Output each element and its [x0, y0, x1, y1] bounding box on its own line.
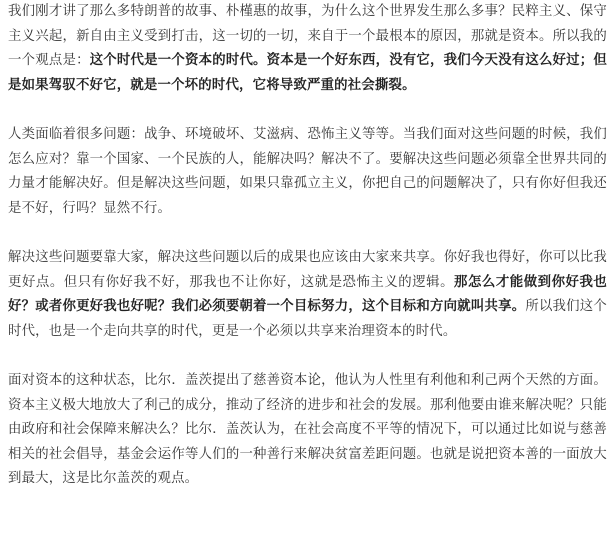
text-segment: 面对资本的这种状态，比尔．盖茨提出了慈善资本论，他认为人性里有利他和利己两个天然的方面。资本主义极大地放大了利己的成分，推动了经济的进步和社会的发展。那利他要由谁来解决呢？只能由政府和社会保障来解决么？比尔．盖茨认为，在社会高度不平等的情况下，可以通过比如说与慈善相关的社会倡导，基金会运作等人们的一种善行来解决贫富差距问题。也就是说把资本善的一面放大到最大，这是比尔盖茨的观点。 — [8, 372, 607, 487]
text-segment: 我们刚才讲了那么多特朗普的故事、朴槿惠的故事，为什么这个世界发生那么多事？民粹主义、保守主义兴起，新自由主义受到打击，这一切的一切，来自于一个最根本的原因，那就是资本。所以我的一个观点是： — [8, 4, 607, 69]
text-segment: 解决这些问题要靠大家，解决这些问题以后的成果也应该由大家来共享。你好我也得好，你可以比我更好点。但只有你好我不好，那我也不让你好，这就是恐怖主义的逻辑。 — [8, 249, 607, 290]
paragraph-global-problems — [8, 123, 607, 221]
text-segment: 人类面临着很多问题：战争、环境破坏、艾滋病、恐怖主义等等。当我们面对这些问题的时候，我们怎么应对？靠一个国家、一个民族的人，能解决吗？解决不了。要解决这些问题必须靠全世界共同的力量才能解决好。但是解决这些问题，如果只靠孤立主义，你把自己的问题解决了，只有你好但我还是不好，行吗？显然不行。 — [8, 126, 607, 216]
paragraph-capital-era — [8, 0, 607, 98]
bold-text-segment: 那怎么才能做到你好我也好？或者你更好我也好呢？我们必须要朝着一个目标努力，这个目标和方向就叫共享。 — [8, 274, 608, 315]
paragraph-sharing — [8, 246, 607, 344]
paragraph-philanthropic-capitalism — [8, 369, 607, 492]
text-segment: 所以我们这个时代，也是一个走向共享的时代，更是一个必须以共享来治理资本的时代。 — [8, 299, 607, 339]
bold-text-segment: 这个时代是一个资本的时代。资本是一个好东西，没有它，我们今天没有这么好过；但是如果驾驭不好它，就是一个坏的时代，它将导致严重的社会撕裂。 — [8, 53, 607, 93]
